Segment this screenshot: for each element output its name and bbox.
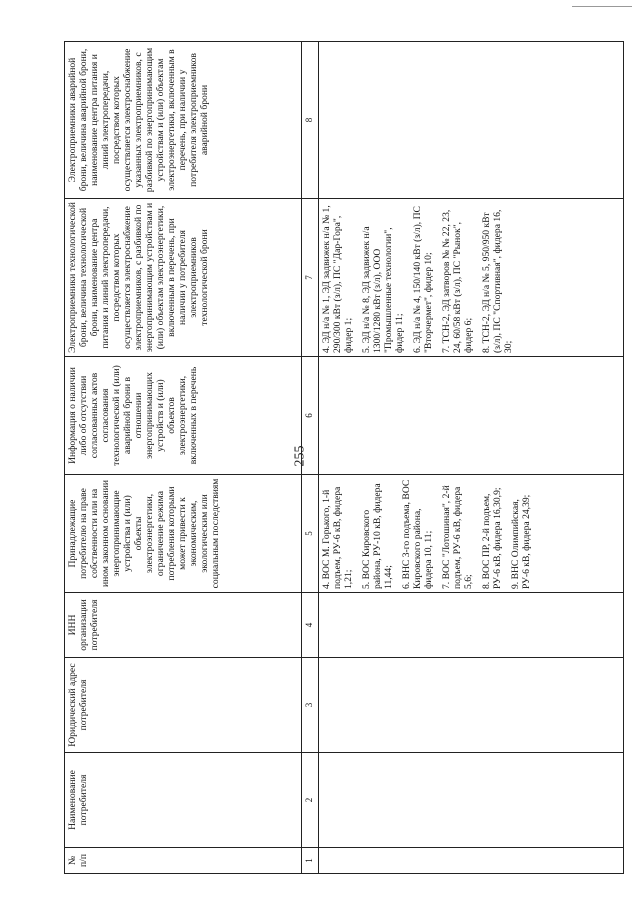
header-cell-emergency-reserve: Электроприемники аварийной брони, величина аварийной брони, наименование центра питания и линий электропередачи, посредством которых осуществляется электроснабжение указанных электроприемников, с разбивкой по энергопринимающим устройствам и (или) объектам электроэнергетики, включенным в перечень, при наличии у потребителя электроприемников аварийной брони <box>65 42 302 199</box>
cell-inn <box>319 593 624 658</box>
column-number: 8 <box>302 42 319 199</box>
consumer-table <box>64 41 624 874</box>
column-number-row <box>302 42 319 874</box>
cell-technological-reserve <box>319 199 624 357</box>
table-header-row <box>65 42 302 874</box>
scan-artifact-line <box>572 6 632 7</box>
device-entry: 5. ВОС Кировского района, РУ-10 кВ, фидера 11,44; <box>361 483 395 589</box>
cell-devices <box>319 475 624 593</box>
reserve-entry: 8. ТСН-2, ЭД н/а № 5, 950/950 кВт (з/л), ПС "Спортивная", фидера 16, 30; <box>481 209 515 353</box>
column-number: 1 <box>302 848 319 874</box>
page-number: 255 <box>292 445 308 467</box>
device-entry: 6. ВНС 3-го подъема, ВОС Кировского района, фидера 10, 11; <box>401 479 435 589</box>
header-cell-acts-info: Информация о наличии либо об отсутствии согласованных актов согласования технологической и (или) аварийной брони в отношении энергопринимающих устройств и (или) объектов электроэнергетики, включенных в перечень <box>65 357 302 475</box>
header-cell-technological-reserve: Электроприемники технологической брони, величина технологической брони, наименование центра питания и линий электропередачи, посредством которых осуществляется электроснабжение электроприемников, с разбивкой по энергопринимающим устройствам и (или) объектам электроэнергетики, включенным в перечень, при наличии у потребителя электроприемников технологической брони <box>65 199 302 357</box>
column-number: 4 <box>302 593 319 658</box>
cell-acts-info <box>319 357 624 475</box>
device-entry: 8. ВОС ПР, 2-й подъем, РУ-6 кВ, фидера 16,30,9; <box>481 487 504 589</box>
reserve-entry: 7. ТСН-2, ЭД затворов № № 22, 23, 24, 60/58 кВт (з/л), ПС "Рынок", фидер 6; <box>441 209 475 353</box>
cell-number <box>319 848 624 874</box>
reserve-entry: 5. ЭД н/а № 8, ЭД задвижек н/а 1300/1280 кВт (з/л), ООО "Промышленные технологии", фидер 11; <box>361 226 406 353</box>
reserve-entry: 4. ЭД н/а № 1, ЭД задвижек н/а № 1, 290/300 кВт (з/л), ПС "Дар-Гора", фидер 1; <box>321 205 355 353</box>
column-number: 6 <box>302 357 319 475</box>
reserve-entry: 6. ЭД н/а № 4, 150/140 кВт (з/л), ПС "Вторчермет", фидер 10; <box>412 206 435 353</box>
column-number: 5 <box>302 475 319 593</box>
header-cell-consumer-name: Наименование потребителя <box>65 753 302 848</box>
device-entry: 9. ВНС Олимпийская, РУ-6 кВ, фидера 24,39; <box>510 494 533 589</box>
cell-emergency-reserve <box>319 42 624 199</box>
device-entry: 7. ВОС "Лотошиная", 2-й подъем, РУ-6 кВ, фидера 5,6; <box>441 485 475 589</box>
header-cell-inn: ИНН организации потребителя <box>65 593 302 658</box>
header-cell-devices: Принадлежащие потребителю на праве собственности или на ином законном основании энергопринимающие устройства и (или) объекты электроэнергетики, ограничение режима потребления которыми может привести к экономическим, экологическим или социальным последствиям <box>65 475 302 593</box>
table-row <box>319 42 624 874</box>
cell-legal-address <box>319 658 624 753</box>
device-entry: 4. ВОС М. Горького, 1-й подъем, РУ-6 кВ, фидера 1,21; <box>321 486 355 589</box>
rotated-table-container <box>64 42 622 874</box>
column-number: 3 <box>302 658 319 753</box>
column-number: 2 <box>302 753 319 848</box>
header-cell-number: № п/п <box>65 848 302 874</box>
header-cell-legal-address: Юридический адрес потребителя <box>65 658 302 753</box>
cell-consumer-name <box>319 753 624 848</box>
column-number: 7 <box>302 199 319 357</box>
